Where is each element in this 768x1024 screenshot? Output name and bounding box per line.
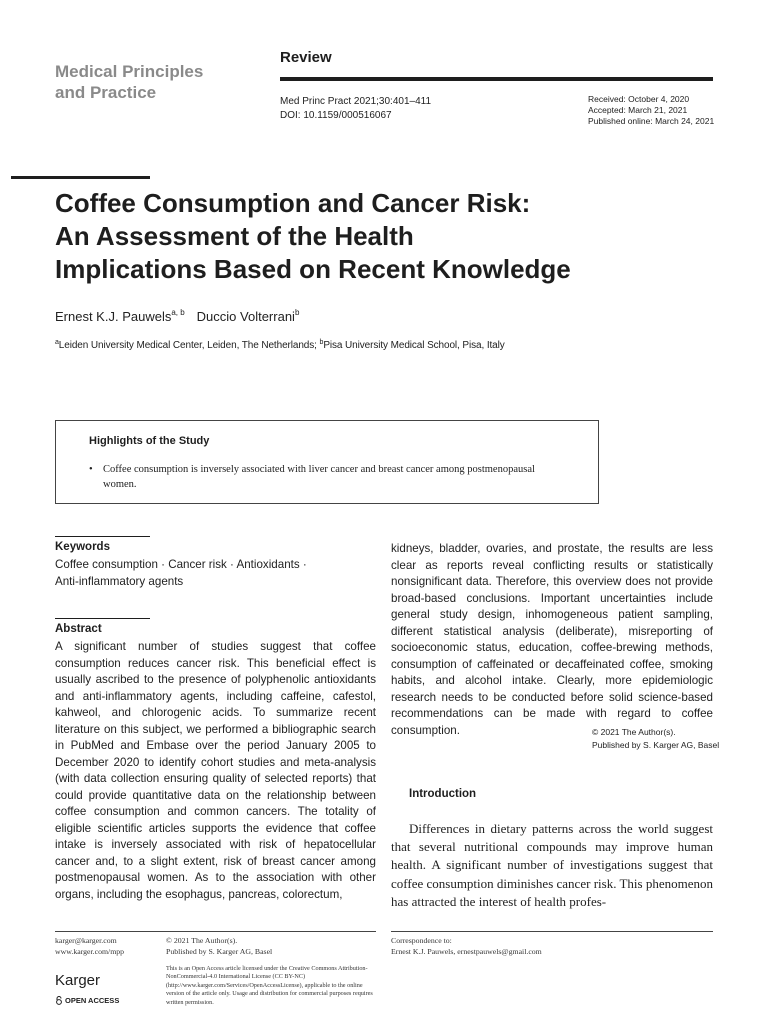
footer-correspondence bbox=[391, 936, 542, 957]
highlights-item-text: Coffee consumption is inversely associated with liver cancer and breast cancer among postmenopausal women. bbox=[103, 464, 535, 490]
footer-rule-right bbox=[391, 931, 713, 932]
introduction-text: Differences in dietary patterns across the world suggest that several nutritional compounds may improve human health. A significant number of investigations suggest that coffee consumption diminishes cancer risk. This phenomenon has attracted the interest of health profes- bbox=[391, 821, 713, 909]
article-type-label: Review bbox=[280, 49, 332, 66]
affiliation-a: Leiden University Medical Center, Leiden, The Netherlands; bbox=[58, 340, 320, 351]
title-line-1: Coffee Consumption and Cancer Risk: bbox=[55, 188, 531, 218]
abstract-heading: Abstract bbox=[55, 623, 102, 635]
keywords-text: Coffee consumption · Cancer risk · Antioxidants · Anti-inflammatory agents bbox=[55, 558, 307, 588]
abstract-text-col2: kidneys, bladder, ovaries, and prostate, the results are less clear as reports reveal conflicting results or statistically nonsignificant data. Therefore, this overview does not provide broad-based conclusions. Important uncertainties include general study design, inhomogeneous patient sampling, different statistical analysis (deliberate), misreporting of socioeconomic status, education, coffee-brewing methods, consumption of caffeinated or decaffeinated coffee, smoking habits, and alcohol intake. Clearly, more epidemiologic research needs to be conducted before solid science-based recommendations can be made with regard to coffee consumption. bbox=[391, 542, 713, 737]
affiliation-b-mark: b bbox=[319, 339, 324, 346]
affiliation-a-mark: a bbox=[55, 339, 59, 346]
footer-copyright-line2: Published by S. Karger AG, Basel bbox=[166, 946, 273, 956]
footer-license: This is an Open Access article licensed under the Creative Commons Attribution-NonCommercial-4.0 International License (CC BY-NC) (http://www.karger.com/Services/OpenAccessLicense), applicable to the online version of the article only. Usage and distribution for commercial purposes requires written permission. bbox=[166, 965, 373, 1006]
authors bbox=[55, 308, 299, 324]
highlights-box bbox=[55, 420, 599, 504]
footer-contact bbox=[55, 936, 124, 957]
title-line-3: Implications Based on Recent Knowledge bbox=[55, 254, 571, 284]
received-date: Received: October 4, 2020 bbox=[588, 94, 690, 104]
karger-logo: Karger bbox=[55, 972, 101, 989]
correspondence-label: Correspondence to: bbox=[391, 936, 452, 945]
keywords-rule bbox=[55, 536, 150, 537]
abstract-copyright bbox=[592, 726, 719, 752]
title-line-2: An Assessment of the Health bbox=[55, 221, 414, 251]
affiliation-b: Pisa University Medical School, Pisa, Italy bbox=[323, 340, 505, 351]
open-access-label: OPEN ACCESS bbox=[65, 996, 120, 1005]
journal-name-line2: and Practice bbox=[55, 83, 157, 102]
accepted-date: Accepted: March 21, 2021 bbox=[588, 105, 688, 115]
author-1: Ernest K.J. Pauwels bbox=[55, 309, 172, 324]
highlights-title: Highlights of the Study bbox=[89, 435, 210, 447]
footer-copyright bbox=[166, 936, 272, 957]
journal-name-line1: Medical Principles bbox=[55, 62, 204, 81]
header-rule bbox=[280, 77, 713, 81]
introduction-heading: Introduction bbox=[409, 788, 477, 800]
bullet-icon: • bbox=[89, 464, 93, 475]
author-1-affiliation-marks: a, b bbox=[171, 308, 185, 317]
correspondence-text: Ernest K.J. Pauwels, ernestpauwels@gmail.com bbox=[391, 946, 542, 956]
footer-copyright-line1: © 2021 The Author(s). bbox=[166, 936, 238, 945]
footer-rule-left bbox=[55, 931, 376, 932]
keywords-heading: Keywords bbox=[55, 541, 110, 553]
open-lock-icon bbox=[55, 996, 63, 1005]
author-2-affiliation-mark: b bbox=[294, 308, 300, 317]
open-access-badge bbox=[55, 996, 119, 1005]
abstract-copyright-line1: © 2021 The Author(s). bbox=[592, 727, 676, 737]
affiliations bbox=[55, 339, 505, 351]
footer-website[interactable]: www.karger.com/mpp bbox=[55, 946, 125, 956]
abstract-text-col1: A significant number of studies suggest that coffee consumption reduces cancer risk. This beneficial effect is usually ascribed to the presence of polyphenolic antioxidants and anti-inflammatory agents, including caffeine, cafestol, kahweol, and chlorogenic acids. To summarize recent literature on this subject, we performed a bibliographic search in PubMed and Embase over the period January 2005 to December 2020 to identify cohort studies and meta-analysis (with data collection ensuring quality of selected reports) that could provide quantitative data on the relationship between coffee consumption and common cancers. The totality of eligible scientific articles supports the evidence that coffee intake is inversely associated with risk of hepatocellular cancer and, to a slight extent, risk of breast cancer among postmenopausal women. As to the association with other organs, including the esophagus, pancreas, colorectum, bbox=[55, 640, 376, 901]
citation-block bbox=[280, 95, 431, 123]
author-2: Duccio Volterrani bbox=[196, 309, 295, 324]
doi[interactable]: DOI: 10.1159/000516067 bbox=[280, 110, 392, 121]
highlights-item bbox=[89, 462, 569, 492]
article-title bbox=[55, 187, 715, 286]
abstract-copyright-line2: Published by S. Karger AG, Basel bbox=[592, 740, 720, 750]
article-dates bbox=[588, 94, 714, 127]
citation: Med Princ Pract 2021;30:401–411 bbox=[280, 96, 432, 107]
abstract-rule bbox=[55, 618, 150, 619]
journal-name bbox=[55, 61, 255, 103]
footer-email[interactable]: karger@karger.com bbox=[55, 936, 117, 945]
published-date: Published online: March 24, 2021 bbox=[588, 116, 715, 126]
title-rule bbox=[11, 176, 150, 179]
